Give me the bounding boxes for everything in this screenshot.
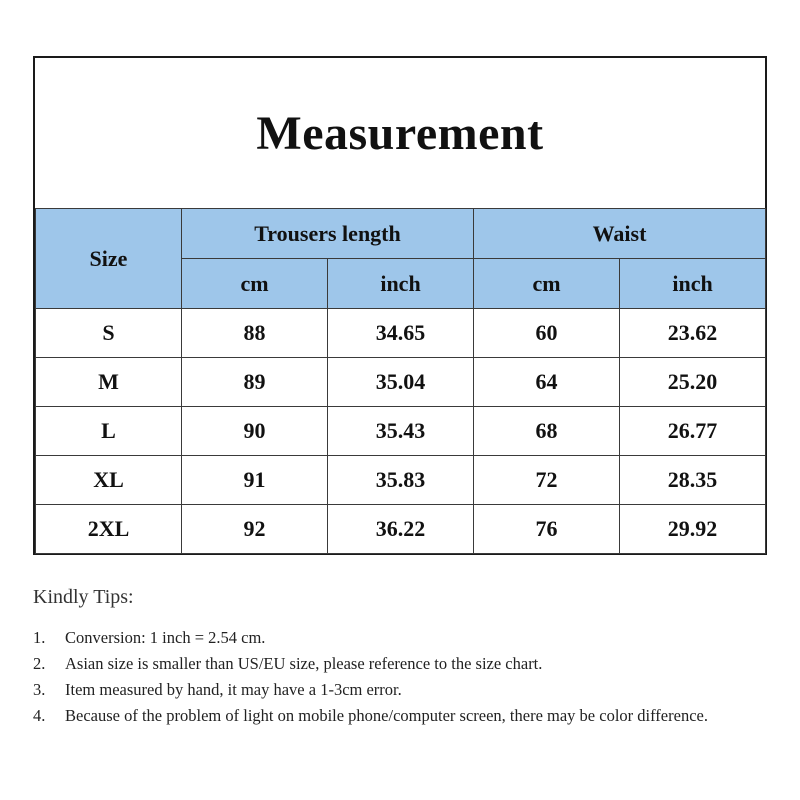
- size-cell: 2XL: [36, 505, 182, 554]
- tips-heading: Kindly Tips:: [33, 586, 134, 608]
- page-title: Measurement: [256, 106, 544, 160]
- length-inch-cell: 35.83: [328, 456, 474, 505]
- size-cell: S: [36, 309, 182, 358]
- tip-number: 1.: [33, 628, 46, 647]
- length-cm-cell: 88: [182, 309, 328, 358]
- size-table: [35, 208, 766, 554]
- size-column-header: Size: [36, 209, 182, 309]
- size-cell: M: [36, 358, 182, 407]
- waist-cm-header: cm: [474, 259, 620, 309]
- length-cm-cell: 89: [182, 358, 328, 407]
- list-item: [33, 703, 773, 729]
- length-cm-cell: 92: [182, 505, 328, 554]
- length-cm-cell: 91: [182, 456, 328, 505]
- measurement-frame: [33, 56, 767, 555]
- tip-text: Conversion: 1 inch = 2.54 cm.: [65, 628, 266, 647]
- kindly-tips: [33, 586, 773, 729]
- tip-number: 3.: [33, 680, 46, 699]
- table-row: [36, 456, 766, 505]
- length-cm-cell: 90: [182, 407, 328, 456]
- table-row: [36, 358, 766, 407]
- length-inch-cell: 36.22: [328, 505, 474, 554]
- tip-text: Asian size is smaller than US/EU size, please reference to the size chart.: [65, 654, 543, 673]
- list-item: [33, 625, 773, 651]
- tip-text: Item measured by hand, it may have a 1-3cm error.: [65, 680, 402, 699]
- waist-cm-cell: 64: [474, 358, 620, 407]
- list-item: [33, 677, 773, 703]
- waist-inch-cell: 25.20: [620, 358, 766, 407]
- waist-cm-cell: 76: [474, 505, 620, 554]
- tip-number: 4.: [33, 706, 46, 725]
- table-row: [36, 309, 766, 358]
- length-inch-cell: 34.65: [328, 309, 474, 358]
- size-cell: XL: [36, 456, 182, 505]
- tips-list: [33, 625, 773, 729]
- length-inch-header: inch: [328, 259, 474, 309]
- table-header-row-groups: [36, 209, 766, 259]
- waist-inch-header: inch: [620, 259, 766, 309]
- list-item: [33, 651, 773, 677]
- waist-cm-cell: 72: [474, 456, 620, 505]
- tip-text: Because of the problem of light on mobile phone/computer screen, there may be color difference.: [65, 706, 708, 725]
- length-inch-cell: 35.04: [328, 358, 474, 407]
- waist-cm-cell: 68: [474, 407, 620, 456]
- waist-inch-cell: 28.35: [620, 456, 766, 505]
- waist-inch-cell: 29.92: [620, 505, 766, 554]
- waist-cm-cell: 60: [474, 309, 620, 358]
- waist-inch-cell: 23.62: [620, 309, 766, 358]
- title-area: [35, 58, 765, 208]
- waist-header: Waist: [474, 209, 766, 259]
- size-cell: L: [36, 407, 182, 456]
- length-inch-cell: 35.43: [328, 407, 474, 456]
- trousers-length-header: Trousers length: [182, 209, 474, 259]
- table-row: [36, 505, 766, 554]
- tip-number: 2.: [33, 654, 46, 673]
- length-cm-header: cm: [182, 259, 328, 309]
- waist-inch-cell: 26.77: [620, 407, 766, 456]
- table-row: [36, 407, 766, 456]
